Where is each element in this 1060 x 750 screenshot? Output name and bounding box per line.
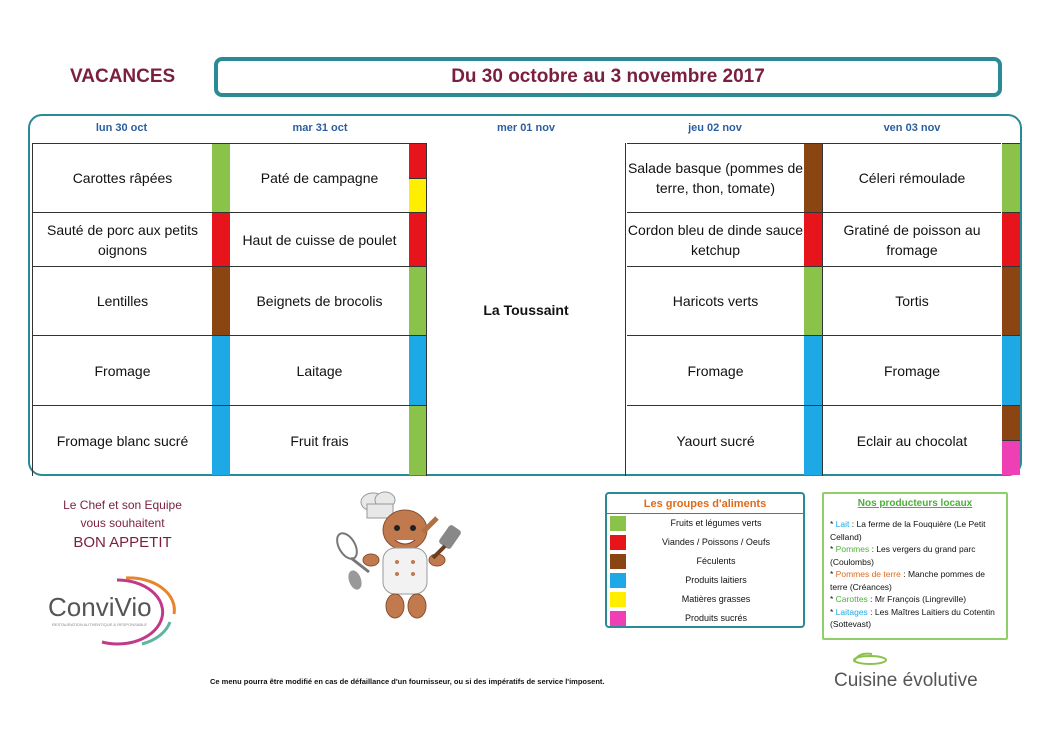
menu-item-tue-starter: Paté de campagne (230, 143, 409, 212)
greeting-line3: BON APPETIT (73, 534, 172, 551)
food-group-color-bar (804, 335, 822, 405)
food-group-color-bar (804, 212, 822, 266)
producer-text: Les Maîtres Laitiers du Cotentin (Sottevast) (830, 606, 995, 629)
menu-item-tue-side: Beignets de brocolis (230, 266, 409, 335)
food-group-color-bar (804, 143, 822, 212)
menu-item-mon-main: Sauté de porc aux petits oignons (33, 212, 212, 266)
food-group-color-bar (212, 405, 230, 475)
producer-item: * Laitages : Les Maîtres Laitiers du Cotentin (Sottevast) (830, 606, 995, 629)
chef-mascot-illustration (325, 488, 465, 628)
producer-key: Lait (835, 519, 850, 529)
menu-item-fri-side: Tortis (823, 266, 1001, 335)
producer-text: La ferme de la Fouquière (Le Petit Celland) (830, 519, 986, 542)
legend-item-label: Féculents (696, 556, 736, 566)
day-header-thursday: jeu 02 nov (688, 122, 742, 134)
producer-item: * Pommes : Les vergers du grand parc (Coulombs) (830, 544, 976, 567)
legend-swatch (610, 554, 626, 569)
food-group-color-bar (804, 405, 822, 475)
menu-item-mon-dessert: Fromage blanc sucré (33, 405, 212, 476)
food-group-color-bar (409, 266, 427, 335)
menu-item-thu-dairy: Fromage (627, 335, 804, 405)
menu-item-thu-dessert: Yaourt sucré (627, 405, 804, 476)
producer-item: * Pommes de terre : Manche pommes de terre (Créances) (830, 569, 985, 592)
convivio-logo (42, 570, 192, 650)
producer-key: Laitages (835, 606, 868, 617)
legend-item-label: Produits sucrés (684, 613, 748, 623)
legend-item-label: Fruits et légumes verts (670, 518, 762, 528)
legend-item-label: Matières grasses (681, 594, 751, 604)
menu-item-mon-side: Lentilles (33, 266, 212, 335)
grid-line (822, 143, 823, 476)
menu-item-thu-starter: Salade basque (pommes de terre, thon, tomate) (627, 143, 804, 212)
convivio-tagline: RESTAURATION AUTHENTIQUE & RESPONSABLE (52, 622, 147, 627)
producer-key: Carottes (835, 594, 868, 604)
food-group-color-bar (804, 266, 822, 335)
vacances-label: VACANCES (70, 66, 176, 87)
day-header-wednesday: mer 01 nov (496, 122, 556, 134)
producer-text: Les vergers du grand parc (Coulombs) (830, 544, 976, 567)
food-group-color-bar (1002, 143, 1020, 212)
legend-title: Les groupes d'aliments (607, 494, 803, 514)
menu-item-fri-dairy: Fromage (823, 335, 1001, 405)
menu-item-thu-main: Cordon bleu de dinde sauce ketchup (627, 212, 804, 266)
food-group-color-bar (212, 212, 230, 266)
day-header-monday: lun 30 oct (95, 122, 148, 134)
food-group-color-bar (409, 405, 427, 475)
legend-swatch (610, 611, 626, 626)
cuisine-evolutive-logo (828, 648, 988, 698)
producers-title: Nos producteurs locaux (857, 498, 973, 509)
greeting-line1: Le Chef et son Equipe (63, 498, 182, 512)
legend-item (607, 552, 803, 571)
grid-line (625, 143, 626, 476)
day-header-friday: ven 03 nov (883, 122, 941, 134)
greeting (30, 496, 215, 554)
menu-item-fri-dessert: Eclair au chocolat (823, 405, 1001, 476)
legend-item (607, 590, 803, 609)
producer-key: Pommes de terre (835, 569, 901, 579)
food-groups-legend (605, 492, 805, 628)
food-group-color-bar (409, 178, 427, 212)
food-group-color-bar (409, 143, 427, 178)
menu-item-tue-dessert: Fruit frais (230, 405, 409, 476)
menu-item-tue-dairy: Laitage (230, 335, 409, 405)
menu-item-thu-side: Haricots verts (627, 266, 804, 335)
convivio-logo-graphic (42, 570, 192, 650)
food-group-color-bar (1002, 266, 1020, 335)
holiday-label: La Toussaint (483, 301, 569, 318)
legend-item (607, 514, 803, 533)
food-group-color-bar (1002, 405, 1020, 440)
convivio-wordmark: ConviVio (48, 592, 152, 622)
food-group-color-bar (212, 266, 230, 335)
legend-item (607, 533, 803, 552)
producer-item: * Carottes : Mr François (Lingreville) (830, 594, 967, 604)
legend-item (607, 571, 803, 590)
grid-line (32, 143, 33, 476)
greeting-line2: vous souhaitent (80, 516, 165, 530)
day-header-tuesday: mar 31 oct (292, 122, 348, 134)
food-group-color-bar (212, 335, 230, 405)
producer-key: Pommes (835, 544, 870, 554)
menu-item-fri-main: Gratiné de poisson au fromage (823, 212, 1001, 266)
food-group-color-bar (212, 143, 230, 212)
food-group-color-bar (1002, 440, 1020, 475)
legend-swatch (610, 592, 626, 607)
menu-item-mon-starter: Carottes râpées (33, 143, 212, 212)
cuisine-wordmark: Cuisine évolutive (834, 670, 978, 691)
menu-item-tue-main: Haut de cuisse de poulet (230, 212, 409, 266)
food-group-color-bar (409, 335, 427, 405)
local-producers-box (822, 492, 1008, 640)
legend-swatch (610, 535, 626, 550)
producer-text: Mr François (Lingreville) (874, 594, 967, 604)
menu-item-fri-starter: Céleri rémoulade (823, 143, 1001, 212)
legend-item-label: Viandes / Poissons / Oeufs (662, 537, 770, 547)
legend-swatch (610, 516, 626, 531)
legend-item (607, 609, 803, 628)
food-group-color-bar (1002, 212, 1020, 266)
disclaimer-note: Ce menu pourra être modifié en cas de défaillance d'un fournisseur, ou si des impératifs de service l'imposent. (210, 677, 605, 686)
legend-item-label: Produits laitiers (685, 575, 747, 585)
date-range-title: Du 30 octobre au 3 novembre 2017 (214, 57, 1002, 97)
food-group-color-bar (409, 212, 427, 266)
menu-item-mon-dairy: Fromage (33, 335, 212, 405)
legend-swatch (610, 573, 626, 588)
food-group-color-bar (1002, 335, 1020, 405)
producer-text: Manche pommes de terre (Créances) (830, 569, 985, 592)
producer-item: * Lait : La ferme de la Fouquière (Le Petit Celland) (830, 519, 986, 542)
grid-line (426, 143, 427, 476)
